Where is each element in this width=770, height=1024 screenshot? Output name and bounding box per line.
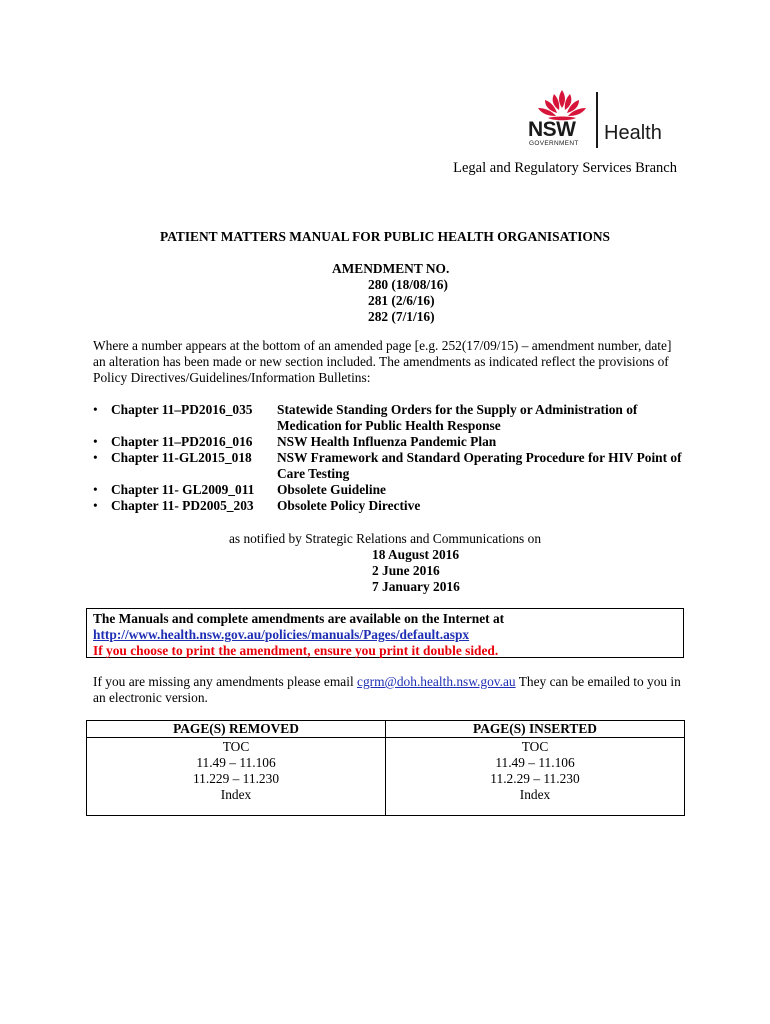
chapter-item — [93, 498, 683, 514]
chapter-description: NSW Health Influenza Pandemic Plan — [277, 434, 497, 449]
bullet-icon: • — [93, 482, 98, 497]
amendment-block — [332, 261, 449, 325]
nsw-health-logo — [528, 88, 688, 150]
manuals-link[interactable]: http://www.health.nsw.gov.au/policies/manuals/Pages/default.aspx — [93, 627, 470, 642]
notification-date: 7 January 2016 — [372, 579, 460, 594]
availability-text: The Manuals and complete amendments are available on the Internet at — [93, 611, 505, 626]
chapter-item — [93, 434, 683, 450]
chapter-item — [93, 482, 683, 498]
chapter-item — [93, 450, 683, 482]
inserted-page: Index — [519, 787, 551, 802]
chapter-code: Chapter 11- GL2009_011 — [111, 482, 255, 497]
removed-page: 11.49 – 11.106 — [196, 755, 276, 770]
chapter-description: NSW Framework and Standard Operating Procedure for HIV Point of Care Testing — [277, 450, 682, 481]
chapter-description: Obsolete Policy Directive — [277, 498, 421, 513]
logo-government-text: GOVERNMENT — [529, 140, 579, 147]
chapter-item — [93, 402, 683, 434]
inserted-page: 11.2.29 – 11.230 — [490, 771, 580, 786]
inserted-page: 11.49 – 11.106 — [495, 755, 575, 770]
table-header-row — [87, 721, 685, 738]
bullet-icon: • — [93, 402, 98, 417]
chapter-code: Chapter 11- PD2005_203 — [111, 498, 254, 513]
removed-page: Index — [220, 787, 252, 802]
branch-name: Legal and Regulatory Services Branch — [453, 160, 677, 176]
notification-date: 18 August 2016 — [372, 547, 460, 562]
removed-header: PAGE(S) REMOVED — [87, 721, 386, 738]
missing-text-before: If you are missing any amendments please email — [93, 674, 358, 689]
inserted-page: TOC — [521, 739, 549, 754]
print-warning: If you choose to print the amendment, ensure you print it double sided. — [93, 643, 499, 658]
notification-date: 2 June 2016 — [372, 563, 440, 578]
bullet-icon: • — [93, 434, 98, 449]
removed-pages-cell — [87, 738, 386, 816]
amendment-number: 282 (7/1/16) — [368, 309, 435, 324]
pages-table — [86, 720, 685, 816]
table-row — [87, 738, 685, 816]
logo-divider — [596, 92, 598, 148]
notification-dates — [372, 547, 460, 595]
logo-nsw-text: NSW — [528, 118, 576, 141]
amendment-number: 281 (2/6/16) — [368, 293, 435, 308]
missing-amendments-paragraph — [93, 674, 683, 706]
amendment-number: 280 (18/08/16) — [368, 277, 448, 292]
logo-health-text: Health — [604, 122, 662, 144]
amendment-label: AMENDMENT NO. — [332, 261, 450, 276]
chapter-description: Obsolete Guideline — [277, 482, 386, 497]
chapter-description: Statewide Standing Orders for the Supply or Administration of Medication for Public Health Response — [277, 402, 638, 433]
bullet-icon: • — [93, 450, 98, 465]
bullet-icon: • — [93, 498, 98, 513]
notified-text: as notified by Strategic Relations and Communications on — [228, 531, 542, 546]
removed-page: 11.229 – 11.230 — [192, 771, 280, 786]
document-title: PATIENT MATTERS MANUAL FOR PUBLIC HEALTH ORGANISATIONS — [160, 229, 610, 244]
chapter-list — [93, 402, 683, 514]
missing-text-after: They can be emailed to you in an electronic version. — [93, 674, 681, 705]
chapter-code: Chapter 11–PD2016_016 — [111, 434, 253, 449]
chapter-code: Chapter 11-GL2015_018 — [111, 450, 252, 465]
inserted-header: PAGE(S) INSERTED — [386, 721, 685, 738]
intro-paragraph: Where a number appears at the bottom of an amended page [e.g. 252(17/09/15) – amendment number, date] an alteration has been made or new section included. The amendments as indicated reflect the provisions of Policy Directives/Guidelines/Information Bulletins: — [93, 338, 672, 385]
inserted-pages-cell — [386, 738, 685, 816]
waratah-flower-icon — [534, 88, 590, 122]
chapter-code: Chapter 11–PD2016_035 — [111, 402, 253, 417]
removed-page: TOC — [222, 739, 250, 754]
email-link[interactable]: cgrm@doh.health.nsw.gov.au — [357, 674, 516, 689]
availability-notice-box — [86, 608, 684, 658]
